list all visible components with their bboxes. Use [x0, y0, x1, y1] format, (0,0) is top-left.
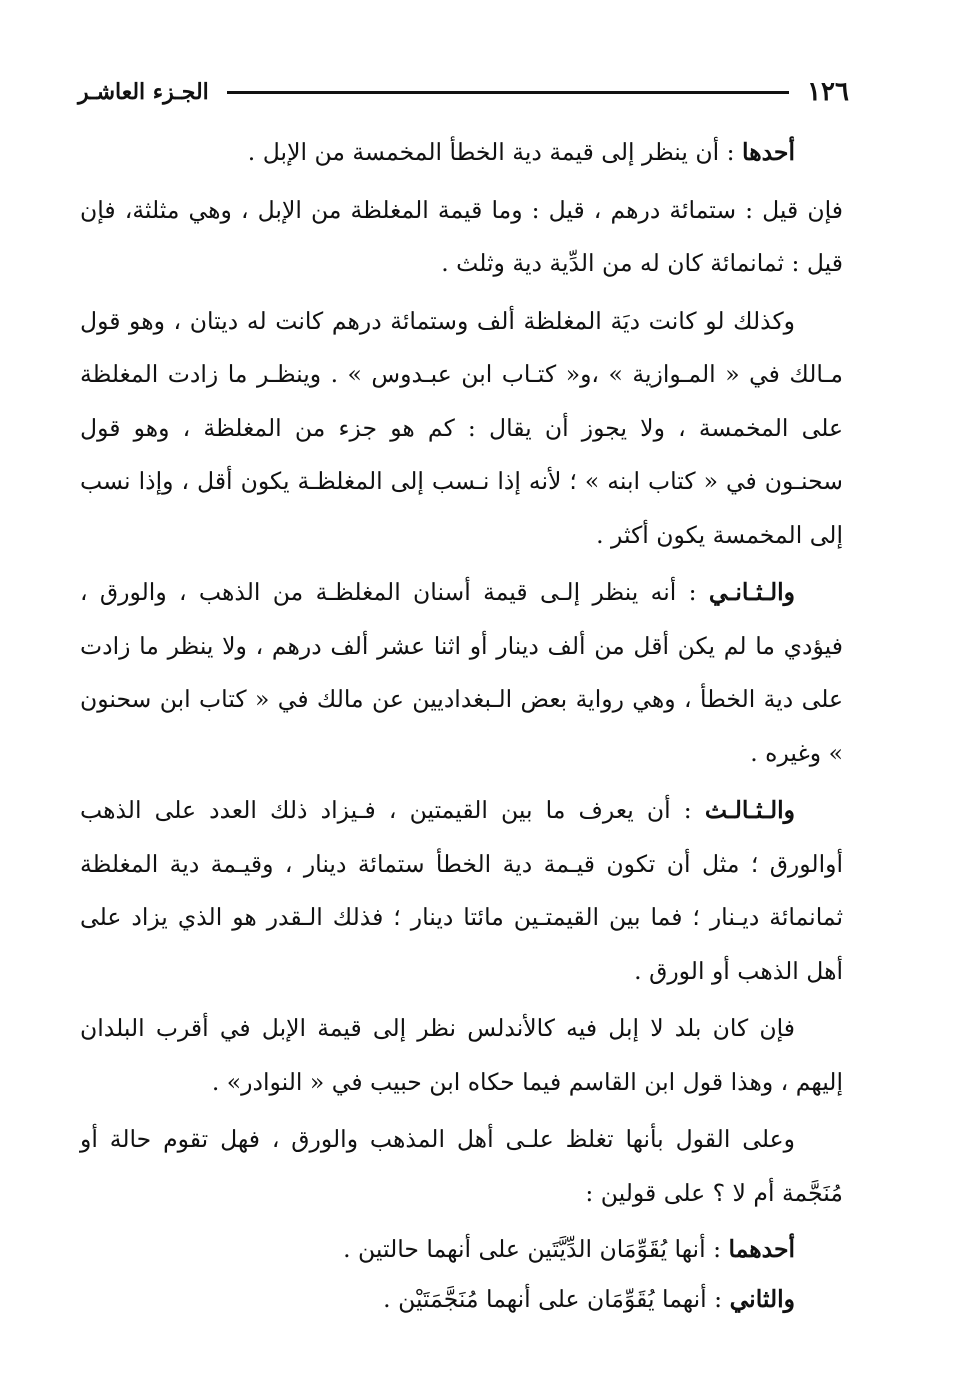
list-item-lead: أحدهما	[728, 1235, 795, 1263]
list-item-text: : أنها يُقَوِّمَان الدِّيَّتَين على أنهما حالتين .	[343, 1235, 729, 1263]
paragraph-lead: والـثـالـث	[704, 796, 795, 824]
paragraph-second-opinion	[80, 566, 843, 780]
paragraph-andalus	[80, 1002, 843, 1109]
running-title: الجـزء العاشـر	[78, 79, 209, 105]
list-item-lead: والثاني	[729, 1285, 795, 1313]
paragraph-lead: أحدها	[742, 138, 795, 166]
paragraph-text: : أن ينظر إلى قيمة دية الخطأ المخمسة من الإبل .	[247, 138, 743, 166]
paragraph-lead: والـثـانـي	[708, 578, 795, 606]
page-header	[78, 72, 849, 112]
paragraph-text: وعلى القول بأنها تغلظ علـى أهل المذهب والورق ، فهل تقوم حالة أو مُنَجَّمة أم لا ؟ على قولين :	[80, 1125, 843, 1207]
paragraph-text: فإن كان بلد لا إبل فيه كالأندلس نظر إلى قيمة الإبل في أقرب البلدان إليهم ، وهذا قول ابن القاسم فيما حكاه ابن حبيب في « النوادر» .	[80, 1014, 843, 1096]
list-item-second	[80, 1274, 843, 1324]
paragraph-text: فإن قيل : ستمائة درهم ، قيل : وما قيمة المغلظة من الإبل ، وهي مثلثة، فإن قيل : ثمانمائة كان له من الدِّية دية وثلث .	[80, 195, 843, 277]
page-number: ١٢٦	[807, 77, 849, 107]
paragraph-text: وكذلك لو كانت ديَة المغلظة ألف وستمائة درهم كانت له ديتان ، وهو قول مـالك في « المـوازية » ،و« كتـاب ابن عبـدوس » . وينظـر ما زادت المغلظة على المخمسة ، ولا يجوز أن يقال : كم هو جزء من المغلظة ، وهو قول سحنـون في « كتاب ابنه » ؛ لأنه إذا نـسب إلى المغلظـة يكون أقل ، وإذا نسب إلى المخمسة يكون أكثر .	[80, 306, 843, 549]
header-rule	[227, 91, 789, 94]
list-item-text: : أنهما يُقَوِّمَان على أنهما مُنَجَّمَتَيْن .	[383, 1285, 730, 1313]
paragraph-two-diyas	[80, 295, 843, 563]
paragraph-first-opinion	[80, 126, 843, 180]
paragraph-text: : أنه ينظر إلـى قيمة أسنان المغلظـة من الذهب ، والورق ، فيؤدي ما لم يكن أقل من ألف دينار أو اثنا عشر ألف درهم ، ولا ينظر ما زادت على دية الخطأ ، وهي رواية بعض الـبغداديين عن مالك في « كتاب ابن سحنون » وغيره .	[80, 578, 843, 767]
body-text	[80, 126, 843, 1324]
paragraph-two-views	[80, 1113, 843, 1220]
list-item-first	[80, 1224, 843, 1274]
paragraph-third-opinion	[80, 784, 843, 998]
paragraph-dirham-question	[80, 184, 843, 291]
paragraph-text: : أن يعرف ما بين القيمتين ، فـيزاد ذلك العدد على الذهب أوالورق ؛ مثل أن تكون قيـمة دية الخطأ ستمائة دينار ، وقيـمة دية المغلظة ثمانمائة ديـنار ؛ فما بين القيمتـين مائتا دينار ؛ فذلك الـقدر هو الذي يزاد على أهل الذهب أو الورق .	[80, 796, 843, 985]
